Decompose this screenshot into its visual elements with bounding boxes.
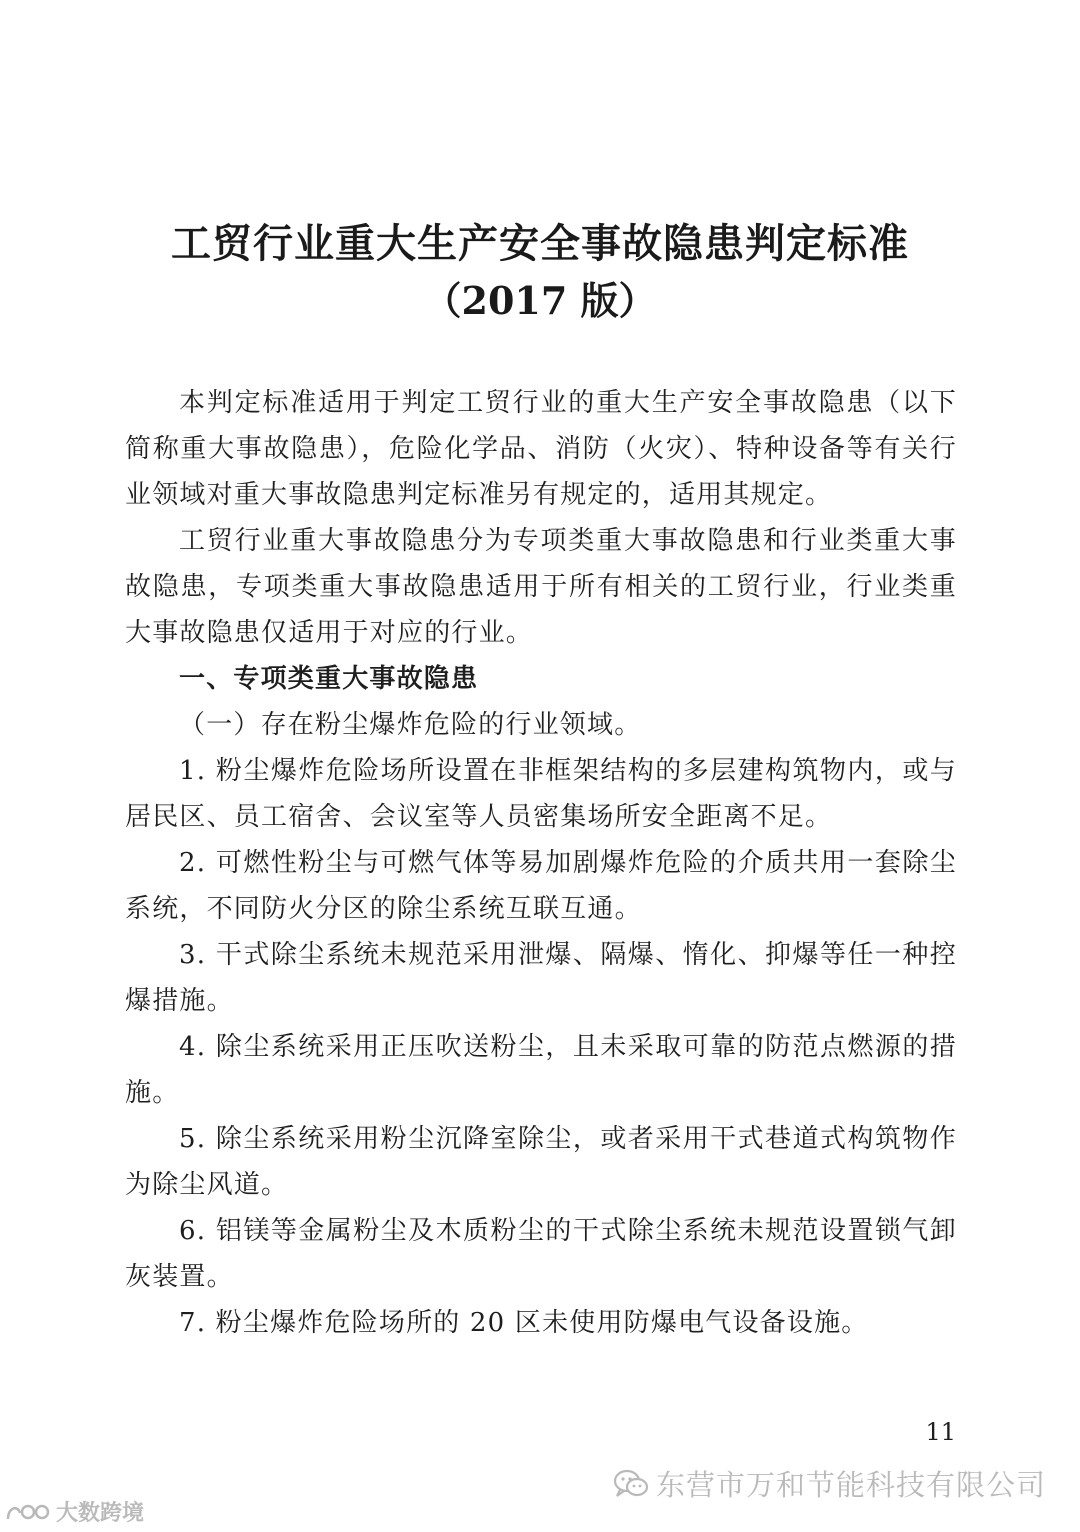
document-subtitle: （2017 版）	[423, 278, 657, 323]
section-heading: 一、专项类重大事故隐患	[179, 664, 479, 694]
brand-logo-icon	[4, 1499, 52, 1525]
company-watermark	[612, 1463, 1046, 1504]
brand-watermark	[4, 1496, 144, 1527]
paragraph-scope: 本判定标准适用于判定工贸行业的重大生产安全事故隐患（以下简称重大事故隐患），危险化学品、消防（火灾）、特种设备等有关行业领域对重大事故隐患判定标准另有规定的，适用其规定。	[125, 388, 957, 510]
company-watermark-text: 东营市万和节能科技有限公司	[655, 1468, 1046, 1502]
document-title: 工贸行业重大生产安全事故隐患判定标准	[171, 220, 909, 267]
list-item: 5. 除尘系统采用粉尘沉降室除尘，或者采用干式巷道式构筑物作为除尘风道。	[125, 1124, 957, 1200]
list-item: 1. 粉尘爆炸危险场所设置在非框架结构的多层建构筑物内，或与居民区、员工宿舍、会议室等人员密集场所安全距离不足。	[125, 756, 957, 832]
page-number: 11	[925, 1418, 956, 1446]
list-item: 2. 可燃性粉尘与可燃气体等易加剧爆炸危险的介质共用一套除尘系统，不同防火分区的除尘系统互联互通。	[125, 848, 957, 924]
brand-watermark-text: 大数跨境	[56, 1501, 145, 1526]
list-item: 4. 除尘系统采用正压吹送粉尘，且未采取可靠的防范点燃源的措施。	[125, 1032, 957, 1108]
paragraph-classification: 工贸行业重大事故隐患分为专项类重大事故隐患和行业类重大事故隐患，专项类重大事故隐患适用于所有相关的工贸行业，行业类重大事故隐患仅适用于对应的行业。	[125, 526, 957, 648]
wechat-icon	[612, 1468, 650, 1500]
subsection-heading: （一）存在粉尘爆炸危险的行业领域。	[179, 710, 642, 740]
list-item: 6. 铝镁等金属粉尘及木质粉尘的干式除尘系统未规范设置锁气卸灰装置。	[125, 1216, 957, 1292]
list-item: 7. 粉尘爆炸危险场所的 20 区未使用防爆电气设备设施。	[179, 1308, 869, 1338]
document-body	[125, 380, 957, 1346]
list-item: 3. 干式除尘系统未规范采用泄爆、隔爆、惰化、抑爆等任一种控爆措施。	[125, 940, 957, 1016]
